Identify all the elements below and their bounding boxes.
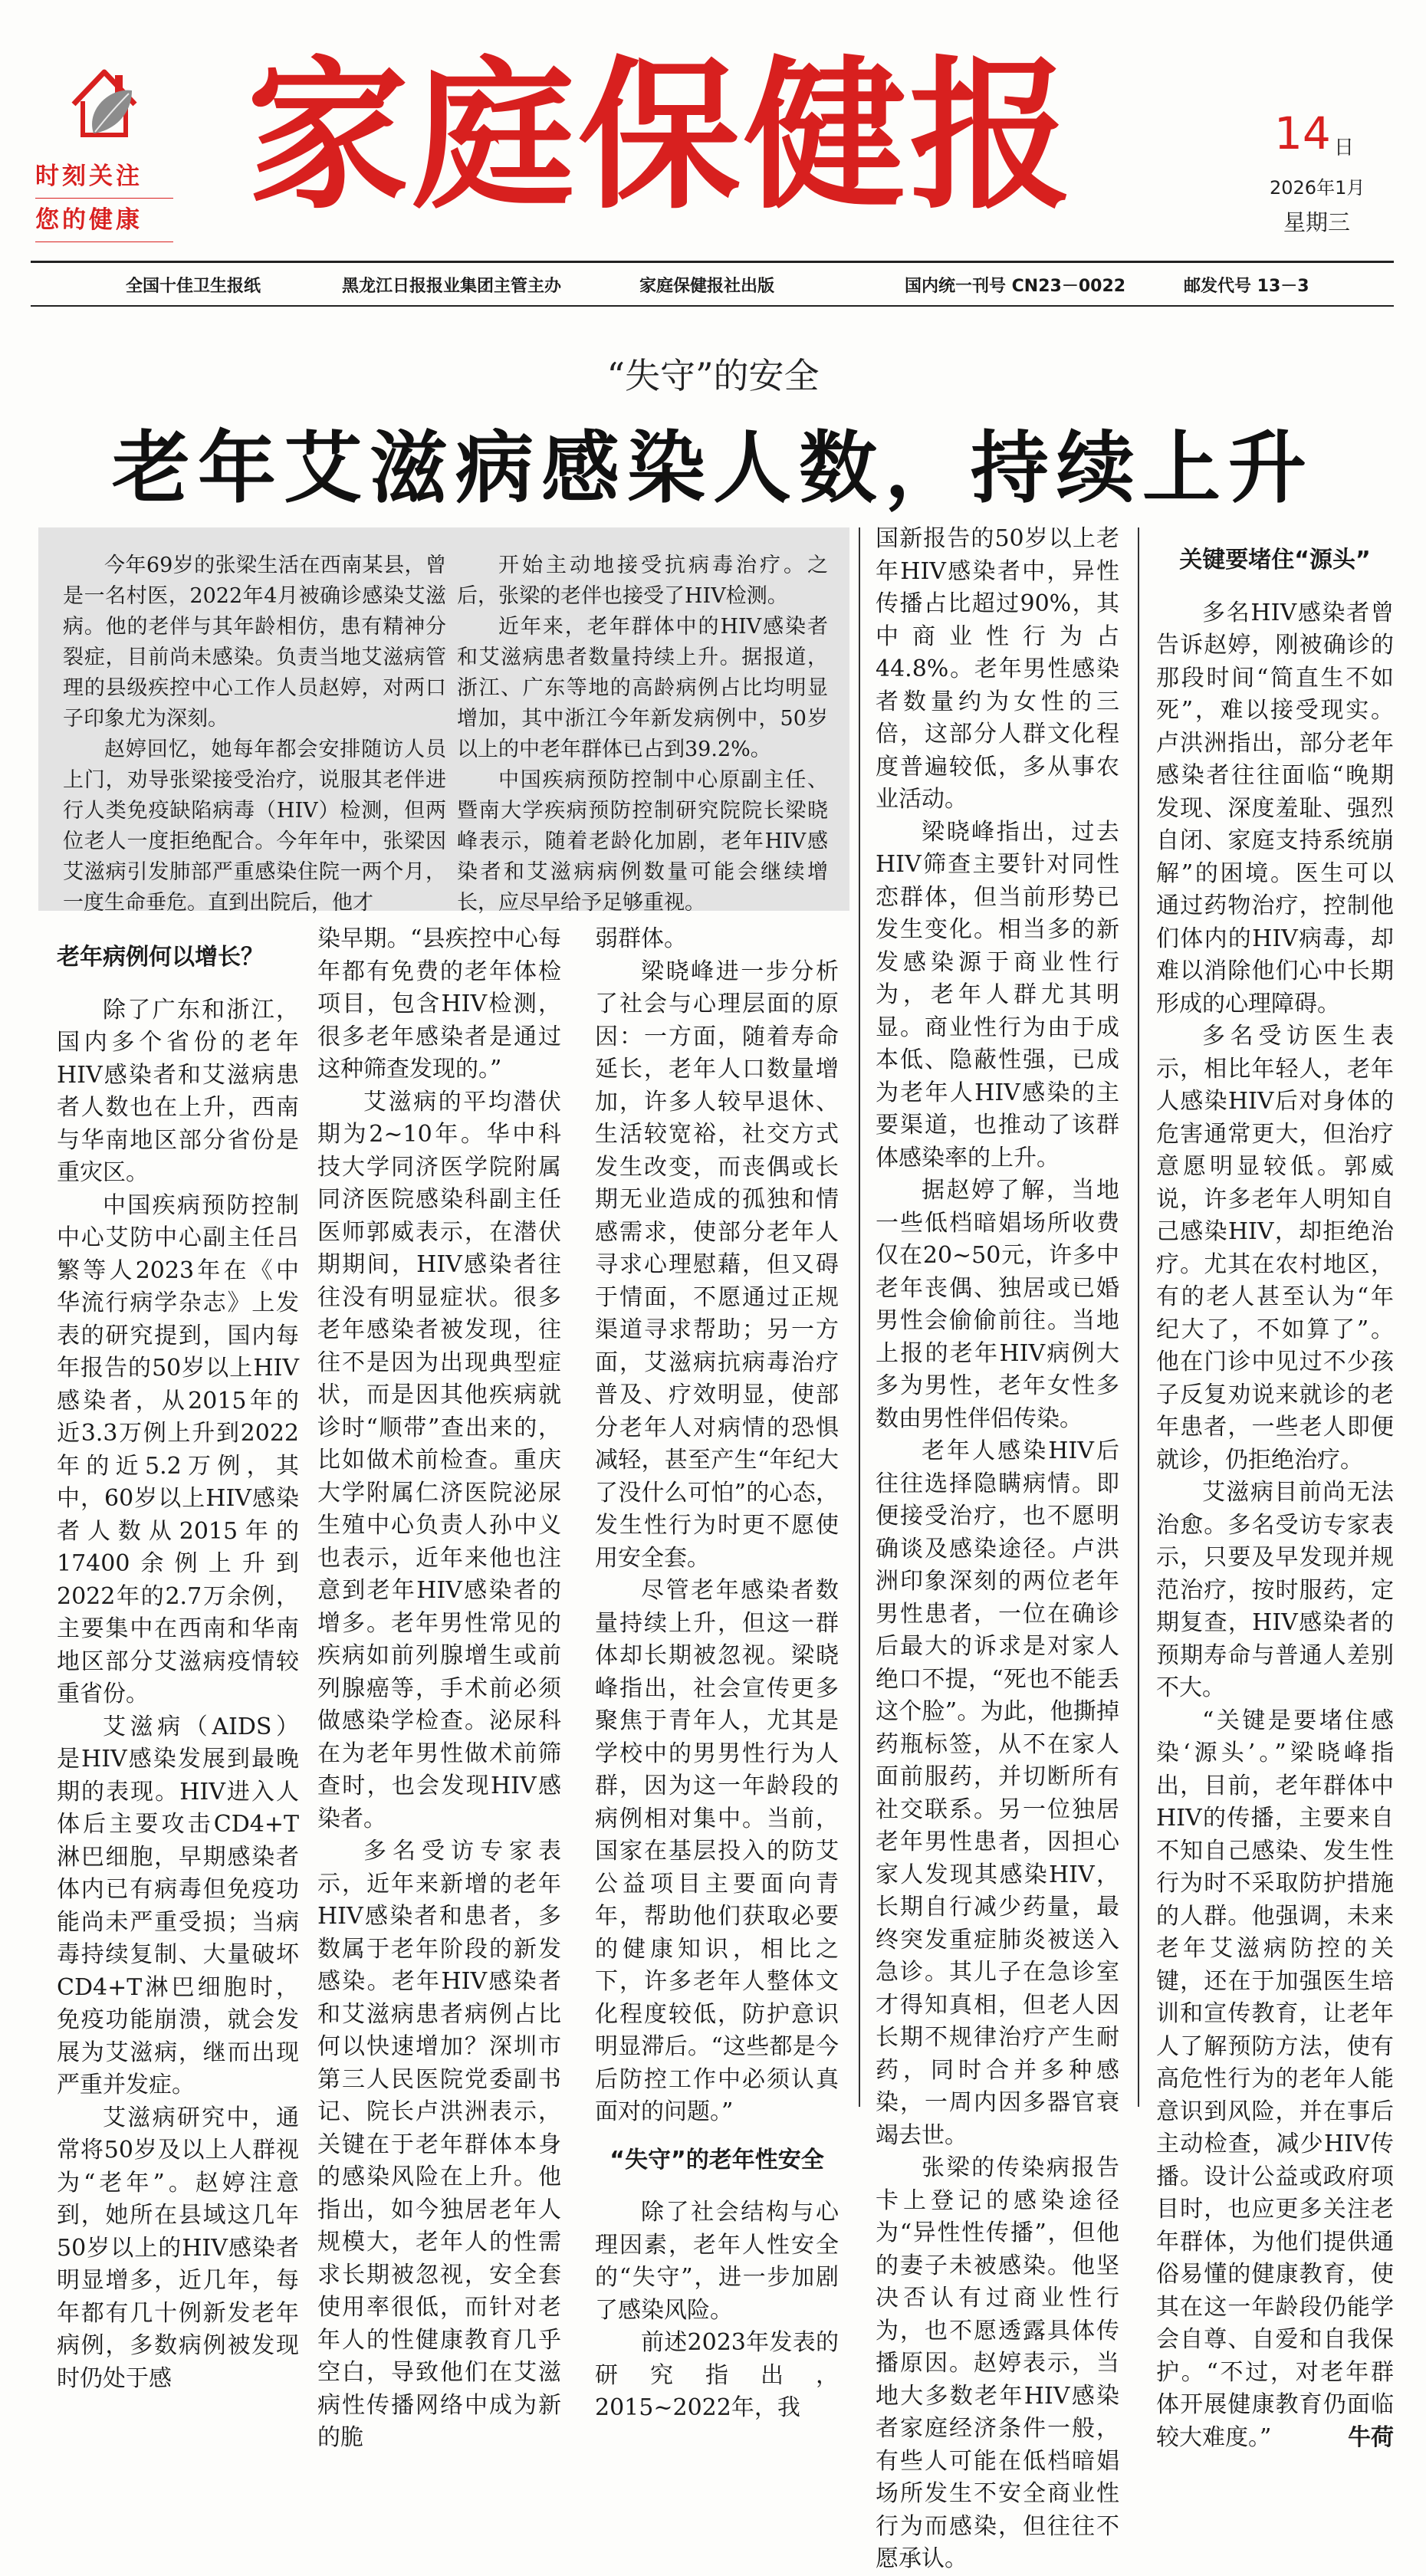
date-year-month: 2026年1月 [1270, 177, 1365, 199]
lead-paragraph: 开始主动地接受抗病毒治疗。之后，张梁的老伴也接受了HIV检测。 [457, 554, 828, 608]
column-divider [859, 527, 860, 2107]
lead-paragraph: 赵婷回忆，她每年都会安排随访人员上门，劝导张梁接受治疗，说服其老伴进行人类免疫缺陷病毒（HIV）检测，但两位老人一度拒绝配合。今年年中，张梁因艾滋病引发肺部严重感染住院一两个月，一度生命垂危。直到出院后，他才 [63, 738, 446, 915]
body-paragraph: 除了社会结构与心理因素，老年人性安全的“失守”，进一步加剧了感染风险。 [595, 2199, 839, 2324]
body-paragraph: 中国疾病预防控制中心艾防中心副主任吕繁等人2023年在《中华流行病学杂志》上发表的研究提到，国内每年报告的50岁以上HIV感染者，从2015年的近3.3万例上升到2022年的近5.2万例，其中，60岁以上HIV感染者人数从2015年的17400余例上升到2022年的2.7万余例，主要集中在西南和华南地区部分艾滋病疫情较重省份。 [57, 1191, 299, 1707]
info-sponsor: 黑龙江日报报业集团主管主办 [342, 277, 562, 296]
masthead-title: 家庭保健报 [247, 41, 1075, 231]
article-kicker: “失守”的安全 [606, 355, 820, 396]
info-postal-code: 邮发代号 13－3 [1184, 277, 1309, 296]
date-weekday: 星期三 [1283, 209, 1351, 235]
column-4 [876, 523, 1119, 2572]
column-3 [595, 923, 839, 2421]
body-paragraph: 艾滋病的平均潜伏期为2~10年。华中科技大学同济医学院附属同济医院感染科副主任医师郭威表示，在潜伏期期间，HIV感染者往往没有明显症状。很多老年感染者被发现，往往不是因为出现典型症状，而是因其他疾病就诊时“顺带”查出来的，比如做术前检查。重庆大学附属仁济医院泌尿生殖中心负责人孙中义也表示，近年来他也注意到老年HIV感染者的增多。老年男性常见的疾病如前列腺增生或前列腺癌等，手术前必须做感染学检查。泌尿科在为老年男性做术前筛查时，也会发现HIV感染者。 [317, 1088, 561, 1832]
lead-column-right [457, 550, 828, 915]
info-rule [31, 305, 1394, 307]
column-5 [1156, 544, 1394, 2451]
body-paragraph: 艾滋病目前尚无法治愈。多名受访专家表示，只要及早发现并规范治疗，按时服药，定期复查，HIV感染者的预期寿命与普通人差别不大。 [1156, 1479, 1394, 1701]
lead-paragraph: 今年69岁的张梁生活在西南某县，曾是一名村医，2022年4月被确诊感染艾滋病。他的老伴与其年龄相仿，患有精神分裂症，目前尚未感染。负责当地艾滋病管理的县级疾控中心工作人员赵婷，对两口子印象尤为深刻。 [63, 554, 446, 731]
date-day: 14 [1274, 107, 1331, 159]
column-1 [57, 941, 299, 2392]
body-paragraph: 多名受访专家表示，近年来新增的老年HIV感染者和患者，多数属于老年阶段的新发感染。老年HIV感染者和艾滋病患者病例占比何以快速增加？深圳市第三人民医院党委副书记、院长卢洪洲表示，关键在于老年群体本身的感染风险在上升。他指出，如今独居老年人规模大，老年人的性需求长期被忽视，安全套使用率很低，而针对老年人的性健康教育几乎空白，导致他们在艾滋病性传播网络中成为新的脆 [317, 1838, 561, 2451]
body-paragraph: 弱群体。 [595, 925, 687, 952]
date-day-unit: 日 [1334, 136, 1355, 159]
slogan-line-2: 您的健康 [35, 199, 173, 242]
section-title-sexual-safety: “失守”的老年性安全 [610, 2146, 824, 2174]
body-paragraph: 国新报告的50岁以上老年HIV感染者中，异性传播占比超过90%，其中商业性行为占44.8%。老年男性感染者数量约为女性的三倍，这部分人群文化程度普遍较低，多从事农业活动。 [876, 525, 1119, 813]
lead-paragraph: 近年来，老年群体中的HIV感染者和艾滋病患者数量持续上升。据报道，浙江、广东等地的高龄病例占比均明显增加，其中浙江今年新发病例中，50岁以上的中老年群体已占到39.2%。 [457, 615, 828, 761]
lead-column-left [63, 550, 446, 915]
article-headline: 老年艾滋病感染人数，持续上升 [112, 423, 1314, 514]
slogan-line-1: 时刻关注 [35, 155, 173, 199]
section-title-source: 关键要堵住“源头” [1179, 547, 1371, 573]
body-paragraph: 染早期。“县疾控中心每年都有免费的老年体检项目，包含HIV检测，很多老年感染者是通过这种筛查发现的。” [317, 925, 561, 1083]
masthead-rule [31, 261, 1394, 263]
body-paragraph: 多名HIV感染者曾告诉赵婷，刚被确诊的那段时间“简直生不如死”，难以接受现实。卢洪洲指出，部分老年感染者往往面临“晚期发现、深度羞耻、强烈自闭、家庭支持系统崩解”的困境。医生可以通过药物治疗，控制他们体内的HIV病毒，却难以消除他们心中长期形成的心理障碍。 [1156, 599, 1394, 1017]
byline: 牛荷 [1348, 2423, 1394, 2451]
body-paragraph: 艾滋病研究中，通常将50岁及以上人群视为“老年”。赵婷注意到，她所在县域这几年50岁以上的HIV感染者明显增多，近几年，每年都有几十例新发老年病例，多数病例被发现时仍处于感 [57, 2104, 299, 2392]
body-paragraph: 尽管老年感染者数量持续上升，但这一群体却长期被忽视。梁晓峰指出，社会宣传更多聚焦于青年人，尤其是学校中的男男性行为人群，因为这一年龄段的病例相对集中。当前，国家在基层投入的防艾公益项目主要面向青年，帮助他们获取必要的健康知识，相比之下，许多老年人整体文化程度较低，防护意识明显滞后。“这些都是今后防控工作中必须认真面对的问题。” [595, 1577, 839, 2125]
body-paragraph: 多名受访医生表示，相比年轻人，老年人感染HIV后对身体的危害通常更大，但治疗意愿明显较低。郭威说，许多老年人明知自己感染HIV，却拒绝治疗。尤其在农村地区，有的老人甚至认为“年纪大了，不如算了”。他在门诊中见过不少孩子反复劝说来就诊的老年患者，一些老人即便就诊，仍拒绝治疗。 [1156, 1023, 1394, 1474]
lead-paragraph: 中国疾病预防控制中心原副主任、暨南大学疾病预防控制研究院院长梁晓峰表示，随着老龄化加剧，老年HIV感染者和艾滋病病例数量可能会继续增长，应尽早给予足够重视。 [457, 768, 828, 915]
info-publisher: 家庭保健报社出版 [639, 277, 775, 296]
info-award: 全国十佳卫生报纸 [126, 277, 261, 296]
body-paragraph: 张梁的传染病报告卡上登记的感染途径为“异性性传播”，但他的妻子未被感染。他坚决否认有过商业性行为，也不愿透露具体传播原因。赵婷表示，当地大多数老年HIV感染者家庭经济条件一般，有些人可能在低档暗娼场所发生不安全商业性行为而感染，但往往不愿承认。 [876, 2154, 1119, 2572]
slogan [35, 155, 173, 242]
house-leaf-logo-icon [67, 64, 141, 141]
body-paragraph: 老年人感染HIV后往往选择隐瞒病情。即便接受治疗，也不愿明确谈及感染途径。卢洪洲印象深刻的两位老年男性患者，一位在确诊后最大的诉求是对家人绝口不提，“死也不能丢这个脸”。为此，他撕掉药瓶标签，从不在家人面前服药，并切断所有社交联系。另一位独居老年男性患者，因担心家人发现其感染HIV，长期自行减少药量，最终突发重症肺炎被送入急诊。其儿子在急诊室才得知真相，但老人因长期不规律治疗产生耐药，同时合并多种感染，一周内因多器官衰竭去世。 [876, 1438, 1119, 2149]
info-bar [31, 270, 1394, 302]
column-divider [1138, 527, 1139, 2107]
body-paragraph: 梁晓峰进一步分析了社会与心理层面的原因：一方面，随着寿命延长，老年人口数量增加，许多人较早退休、生活较宽裕，社交方式发生改变，而丧偶或长期无业造成的孤独和情感需求，使部分老年人寻求心理慰藉，但又碍于情面，不愿通过正规渠道寻求帮助；另一方面，艾滋病抗病毒治疗普及、疗效明显，使部分老年人对病情的恐惧减轻，甚至产生“年纪大了没什么可怕”的心态，发生性行为时更不愿使用安全套。 [595, 958, 839, 1572]
body-paragraph: 据赵婷了解，当地一些低档暗娼场所收费仅在20~50元，许多中老年丧偶、独居或已婚男性会偷偷前往。当地上报的老年HIV病例大多为男性，老年女性多数由男性伴侣传染。 [876, 1177, 1119, 1432]
body-paragraph: 前述2023年发表的研究指出，2015~2022年，我 [595, 2329, 839, 2421]
body-paragraph: 梁晓峰指出，过去HIV筛查主要针对同性恋群体，但当前形势已发生变化。相当多的新发感染源于商业性行为，老年人群尤其明显。商业性行为由于成本低、隐蔽性强，已成为老年人HIV感染的主要渠道，也推动了该群体感染率的上升。 [876, 818, 1119, 1171]
info-cn-number: 国内统一刊号 CN23－0022 [905, 277, 1126, 296]
section-title-growth: 老年病例何以增长？ [57, 944, 264, 971]
body-paragraph: 艾滋病（AIDS）是HIV感染发展到最晚期的表现。HIV进入人体后主要攻击CD4+T淋巴细胞，早期感染者体内已有病毒但免疫功能尚未严重受损；当病毒持续复制、大量破坏CD4+T淋巴细胞时，免疫功能崩溃，就会发展为艾滋病，继而出现严重并发症。 [57, 1713, 299, 2098]
body-paragraph: 除了广东和浙江，国内多个省份的老年HIV感染者和艾滋病患者人数也在上升，西南与华南地区部分省份是重灾区。 [57, 996, 299, 1186]
column-2 [317, 923, 561, 2451]
body-paragraph: “关键是要堵住感染‘源头’。”梁晓峰指出，目前，老年群体中HIV的传播，主要来自不知自己感染、发生性行为时不采取防护措施的人群。他强调，未来老年艾滋病防控的关键，还在于加强医生培训和宣传教育，让老年人了解预防方法，使有高危性行为的老年人能意识到风险，并在事后主动检查，减少HIV传播。设计公益或政府项目时，也应更多关注老年群体，为他们提供通俗易懂的健康教育，使其在这一年龄段仍能学会自尊、自爱和自我保护。“不过，对老年群体开展健康教育仍面临较大难度。” [1156, 1707, 1394, 2451]
